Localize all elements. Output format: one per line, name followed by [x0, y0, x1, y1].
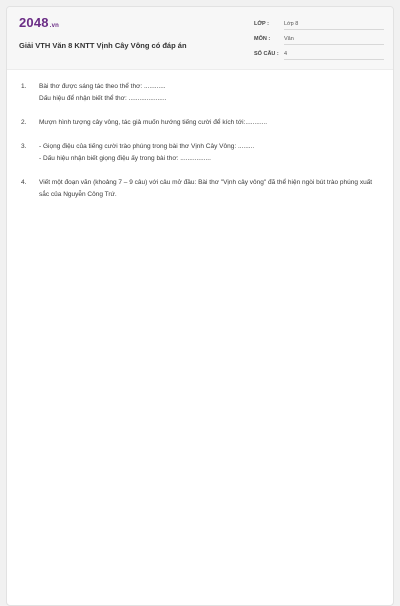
logo-text: 2048	[19, 15, 49, 30]
question-item	[21, 141, 383, 165]
question-line: Mượn hình tượng cây vông, tác giả muốn hướng tiếng cười để kích tới:............	[39, 119, 268, 126]
logo-domain: .vn	[49, 23, 60, 29]
question-line: - Dấu hiệu nhận biết giọng điệu ấy trong bài thơ: .................	[39, 155, 211, 162]
question-number: 3.	[21, 143, 27, 150]
question-line: Bài thơ được sáng tác theo thể thơ: ............	[39, 83, 166, 90]
site-logo[interactable]	[19, 15, 59, 34]
meta-row-subject	[254, 33, 384, 48]
worksheet-page	[6, 6, 394, 606]
meta-value: 4	[284, 51, 384, 60]
question-line: Dấu hiệu để nhận biết thể thơ: .....................	[39, 95, 167, 102]
page-title: Giải VTH Văn 8 KNTT Vịnh Cây Vông có đáp án	[19, 41, 187, 50]
question-line: - Giọng điệu của tiếng cười trào phúng trong bài thơ Vịnh Cây Vông: .........	[39, 143, 255, 150]
question-paragraph: Viết một đoạn văn (khoảng 7 – 9 câu) với câu mở đầu: Bài thơ "Vịnh cây vông" đã thể hiện ngòi bút trào phúng xuất sắc của Nguyễn Công Trứ.	[39, 179, 373, 198]
question-item	[21, 81, 383, 105]
meta-value: Văn	[284, 36, 384, 45]
question-list	[21, 81, 383, 213]
question-number: 4.	[21, 179, 27, 186]
worksheet-header	[7, 7, 393, 70]
worksheet-meta	[254, 18, 384, 63]
meta-label: SỐ CÂU :	[254, 51, 279, 57]
question-number: 1.	[21, 83, 27, 90]
question-item	[21, 117, 383, 129]
question-item	[21, 177, 383, 201]
meta-row-question-count	[254, 48, 384, 63]
meta-label: LỚP :	[254, 21, 269, 27]
meta-label: MÔN :	[254, 36, 271, 42]
question-number: 2.	[21, 119, 27, 126]
meta-row-class	[254, 18, 384, 33]
meta-value: Lớp 8	[284, 21, 384, 30]
